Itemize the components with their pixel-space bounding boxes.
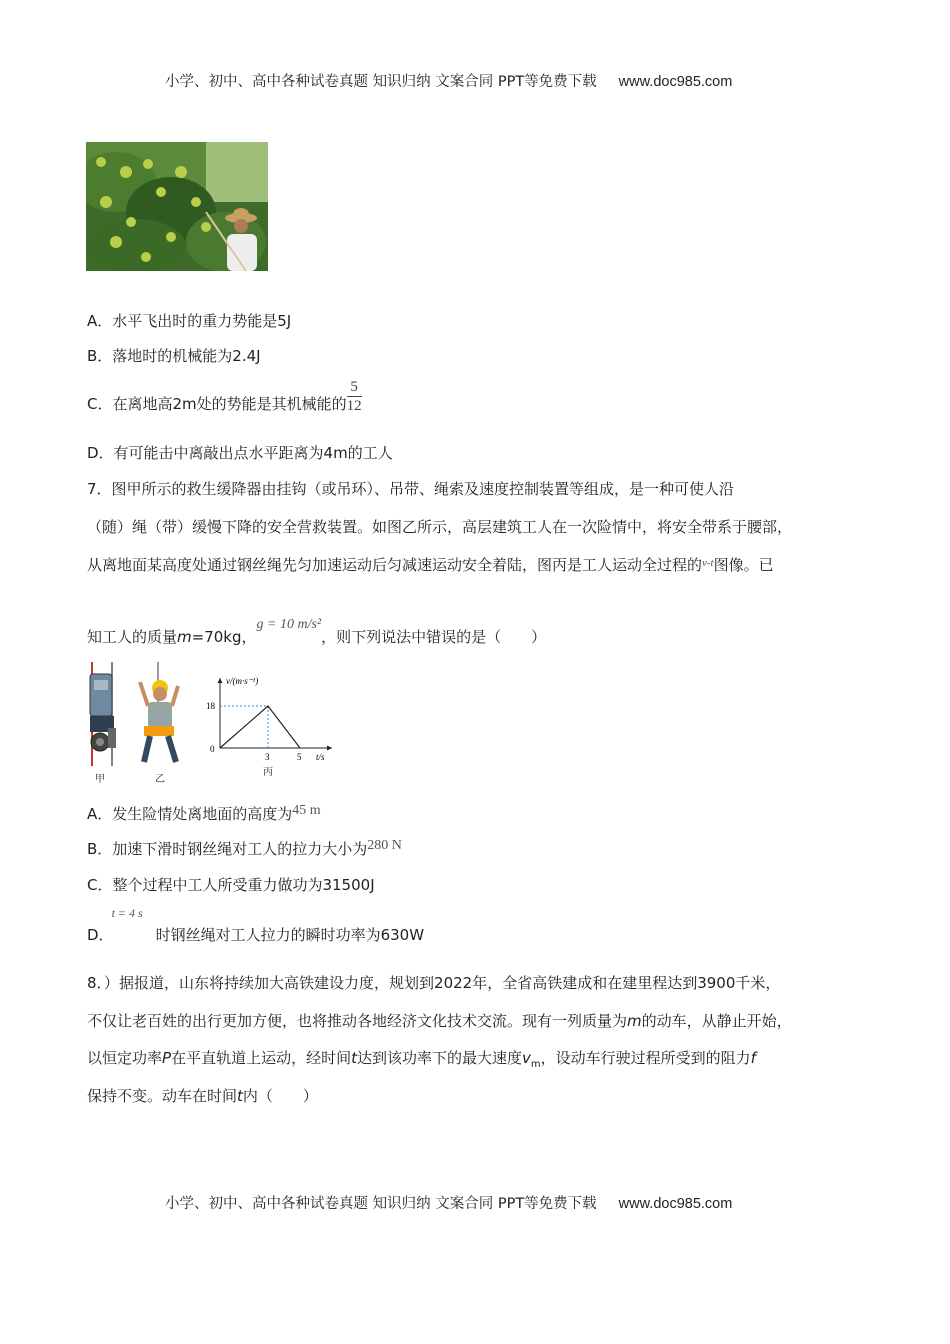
q6-option-b: B．落地时的机械能为2.4J	[87, 347, 261, 365]
y-axis-arrow	[218, 678, 223, 683]
q8-line-1: 8．）据报道，山东将持续加大高铁建设力度，规划到2022年，全省高铁建成和在建里程达到3900千米，	[87, 974, 781, 992]
q8-line-4: 保持不变。动车在时间t内（ ）	[87, 1087, 318, 1105]
footer-url: www.doc985.com	[618, 1196, 733, 1212]
x-axis-arrow	[327, 746, 332, 751]
fig-label-bing: 丙	[263, 767, 273, 778]
origin-label: 0	[210, 744, 215, 754]
page-footer	[165, 1192, 732, 1213]
worker-on-rope-illustration	[130, 662, 186, 766]
q6-option-d: D．有可能击中离敲出点水平距离为4m的工人	[87, 444, 393, 462]
header-text: 小学、初中、高中各种试卷真题 知识归纳 文案合同 PPT等免费下载	[165, 74, 597, 90]
y-axis-label: v/(m·s⁻¹)	[226, 676, 259, 686]
q7-line-3: 从离地面某高度处通过钢丝绳先匀加速运动后匀减速运动安全着陆，图丙是工人运动全过程的$^{v-t}$图像。已	[87, 556, 774, 574]
q7-figures	[86, 662, 346, 786]
q7-option-b: B．加速下滑时钢丝绳对工人的拉力大小为280 N	[87, 838, 402, 858]
q7-option-b-value: 280 N	[367, 838, 402, 853]
x-axis-label: t/s	[316, 752, 325, 762]
header-url: www.doc985.com	[618, 74, 733, 90]
descender-device-illustration	[86, 662, 118, 766]
q7-option-d-time: t = 4 s	[111, 906, 143, 920]
x-tick-3: 3	[265, 752, 270, 762]
g-value: g = 10 m/s²	[256, 617, 322, 632]
q7-line-1: 7．图甲所示的救生缓降器由挂钩（或吊环）、吊带、绳索及速度控制装置等组成，是一种可使人沿	[87, 480, 735, 498]
q7-line-4: 知工人的质量m=70kg，g = 10 m/s²，则下列说法中错误的是（ ）	[87, 617, 547, 646]
series-line-velocity	[220, 706, 300, 748]
q6-option-c-fraction: $\frac{5}{12}$	[346, 379, 362, 414]
y-tick-18: 18	[206, 701, 215, 711]
q7-option-a: A．发生险情处离地面的高度为45 m	[87, 803, 321, 823]
x-tick-5: 5	[297, 752, 302, 762]
vt-symbol: v-t	[702, 557, 714, 569]
chestnut-worker-photo	[86, 142, 268, 271]
q7-option-d: D．t = 4 s时钢丝绳对工人拉力的瞬时功率为630W	[87, 906, 425, 944]
q6-option-c	[87, 378, 362, 415]
footer-text: 小学、初中、高中各种试卷真题 知识归纳 文案合同 PPT等免费下载	[165, 1196, 597, 1212]
vt-chart	[204, 674, 336, 770]
q7-line-2: （随）绳（带）缓慢下降的安全营救装置。如图乙所示，高层建筑工人在一次险情中，将安全带系于腰部，	[87, 518, 793, 536]
q6-option-c-text: C．在离地高2m处的势能是其机械能的	[87, 395, 347, 413]
q7-option-c: C．整个过程中工人所受重力做功为31500J	[87, 876, 375, 894]
q8-line-2: 不仅让老百姓的出行更加方便，也将推动各地经济文化技术交流。现有一列质量为m的动车，从静止开始，	[87, 1012, 792, 1030]
fig-label-jia: 甲	[95, 774, 105, 785]
q7-option-a-value: 45 m	[292, 803, 321, 818]
q8-line-3: 以恒定功率P在平直轨道上运动，经时间t达到该功率下的最大速度$v_m$，设动车行驶过程所受到的阻力f	[87, 1049, 756, 1070]
fig-label-yi: 乙	[155, 774, 165, 785]
q6-option-a: A．水平飞出时的重力势能是5J	[87, 312, 292, 330]
page-header	[165, 70, 732, 91]
